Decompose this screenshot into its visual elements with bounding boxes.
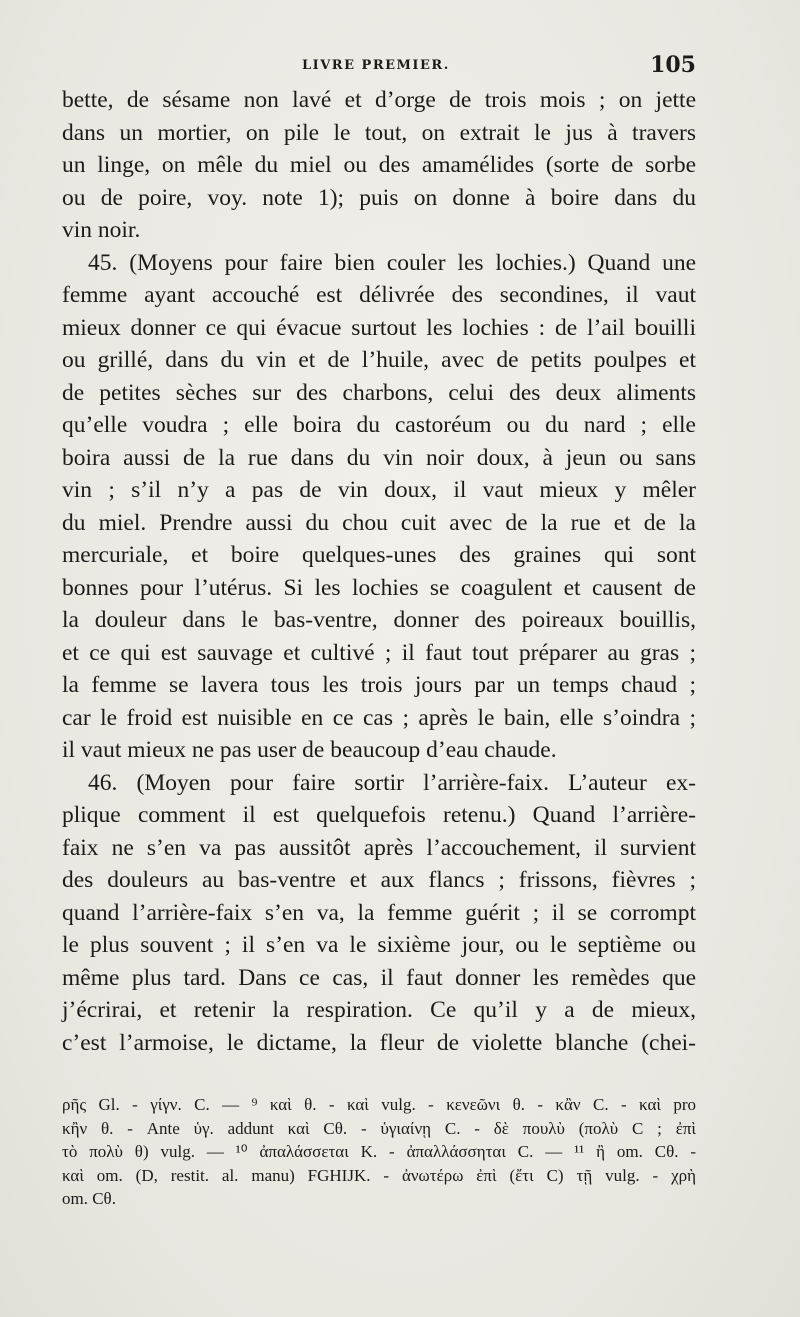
text-line: c’est l’armoise, le dictame, la fleur de violette blanche (chei- xyxy=(62,1029,696,1056)
text-line: bonnes pour l’utérus. Si les lochies se coagulent et causent de xyxy=(62,574,696,601)
footnote-line: καὶ om. (D, restit. al. manu) FGHIJK. - ἀνωτέρω ἐπὶ (ἔτι C) τῇ vulg. - χρὴ xyxy=(62,1165,696,1185)
footnote-line: om. Cθ. xyxy=(62,1189,116,1208)
text-line: faix ne s’en va pas aussitôt après l’accouchement, il survient xyxy=(62,834,696,861)
footnote-line: ρῆς Gl. - γίγν. C. — ⁹ καὶ θ. - καὶ vulg. - κενεῶνι θ. - κἂν C. - καὶ pro xyxy=(62,1095,696,1114)
text-line: mercuriale, et boire quelques-unes des graines qui sont xyxy=(62,542,696,568)
text-line: et ce qui est sauvage et cultivé ; il faut tout préparer au gras ; xyxy=(62,639,696,666)
text-line: ou grillé, dans du vin et de l’huile, avec de petits poulpes et xyxy=(62,347,696,373)
text-line: bette, de sésame non lavé et d’orge de trois mois ; on jette xyxy=(62,87,696,113)
paragraph-45-start: 45. (Moyens pour faire bien couler les lochies.) Quand une xyxy=(88,249,696,276)
text-line: j’écrirai, et retenir la respiration. Ce qu’il y a de mieux, xyxy=(62,997,696,1023)
text-line: mieux donner ce qui évacue surtout les lochies : de l’ail bouilli xyxy=(62,314,696,341)
paragraph-46-start: 46. (Moyen pour faire sortir l’arrière-faix. L’auteur ex- xyxy=(88,769,696,796)
text-line: car le froid est nuisible en ce cas ; après le bain, elle s’oindra ; xyxy=(62,704,696,731)
text-line: même plus tard. Dans ce cas, il faut donner les remèdes que xyxy=(62,964,696,991)
text-line: quand l’arrière-faix s’en va, la femme guérit ; il se corrompt xyxy=(62,899,696,926)
text-line: boira aussi de la rue dans du vin noir doux, à jeun ou sans xyxy=(62,444,696,471)
text-line: qu’elle voudra ; elle boira du castoréum ou du nard ; elle xyxy=(62,412,696,438)
footnotes xyxy=(62,1093,696,1211)
text-line: plique comment il est quelquefois retenu.) Quand l’arrière- xyxy=(62,802,696,828)
text-line: la femme se lavera tous les trois jours par un temps chaud ; xyxy=(62,672,696,698)
main-text xyxy=(62,84,696,1059)
text-line: du miel. Prendre aussi du chou cuit avec de la rue et de la xyxy=(62,509,696,536)
text-line: de petites sèches sur des charbons, celui des deux aliments xyxy=(62,379,696,406)
text-line: le plus souvent ; il s’en va le sixième jour, ou le septième ou xyxy=(62,932,696,958)
text-line: des douleurs au bas-ventre et aux flancs ; frissons, fièvres ; xyxy=(62,867,696,893)
text-line: un linge, on mêle du miel ou des amamélides (sorte de sorbe xyxy=(62,152,696,178)
footnote-line: τὸ πολὺ θ) vulg. — ¹⁰ ἀπαλάσσεται K. - ἀπαλλάσσηται C. — ¹¹ ἢ om. Cθ. - xyxy=(62,1142,696,1161)
page-header xyxy=(62,52,696,80)
text-line: vin ; s’il n’y a pas de vin doux, il vaut mieux y mêler xyxy=(62,477,696,503)
text-line: la douleur dans le bas-ventre, donner des poireaux bouillis, xyxy=(62,607,696,633)
text-line: femme ayant accouché est délivrée des secondines, il vaut xyxy=(62,282,696,308)
running-title: LIVRE PREMIER. xyxy=(302,58,450,73)
text-line: dans un mortier, on pile le tout, on extrait le jus à travers xyxy=(62,119,696,146)
text-line: vin noir. xyxy=(62,217,141,243)
text-line: il vaut mieux ne pas user de beaucoup d’eau chaude. xyxy=(62,737,557,763)
footnote-line: κἢν θ. - Ante ὑγ. addunt καὶ Cθ. - ὑγιαίνῃ C. - δὲ πουλὺ (πολὺ C ; ἐπὶ xyxy=(62,1118,696,1138)
text-line: ou de poire, voy. note 1); puis on donne à boire dans du xyxy=(62,184,696,211)
page-number: 105 xyxy=(650,52,696,78)
